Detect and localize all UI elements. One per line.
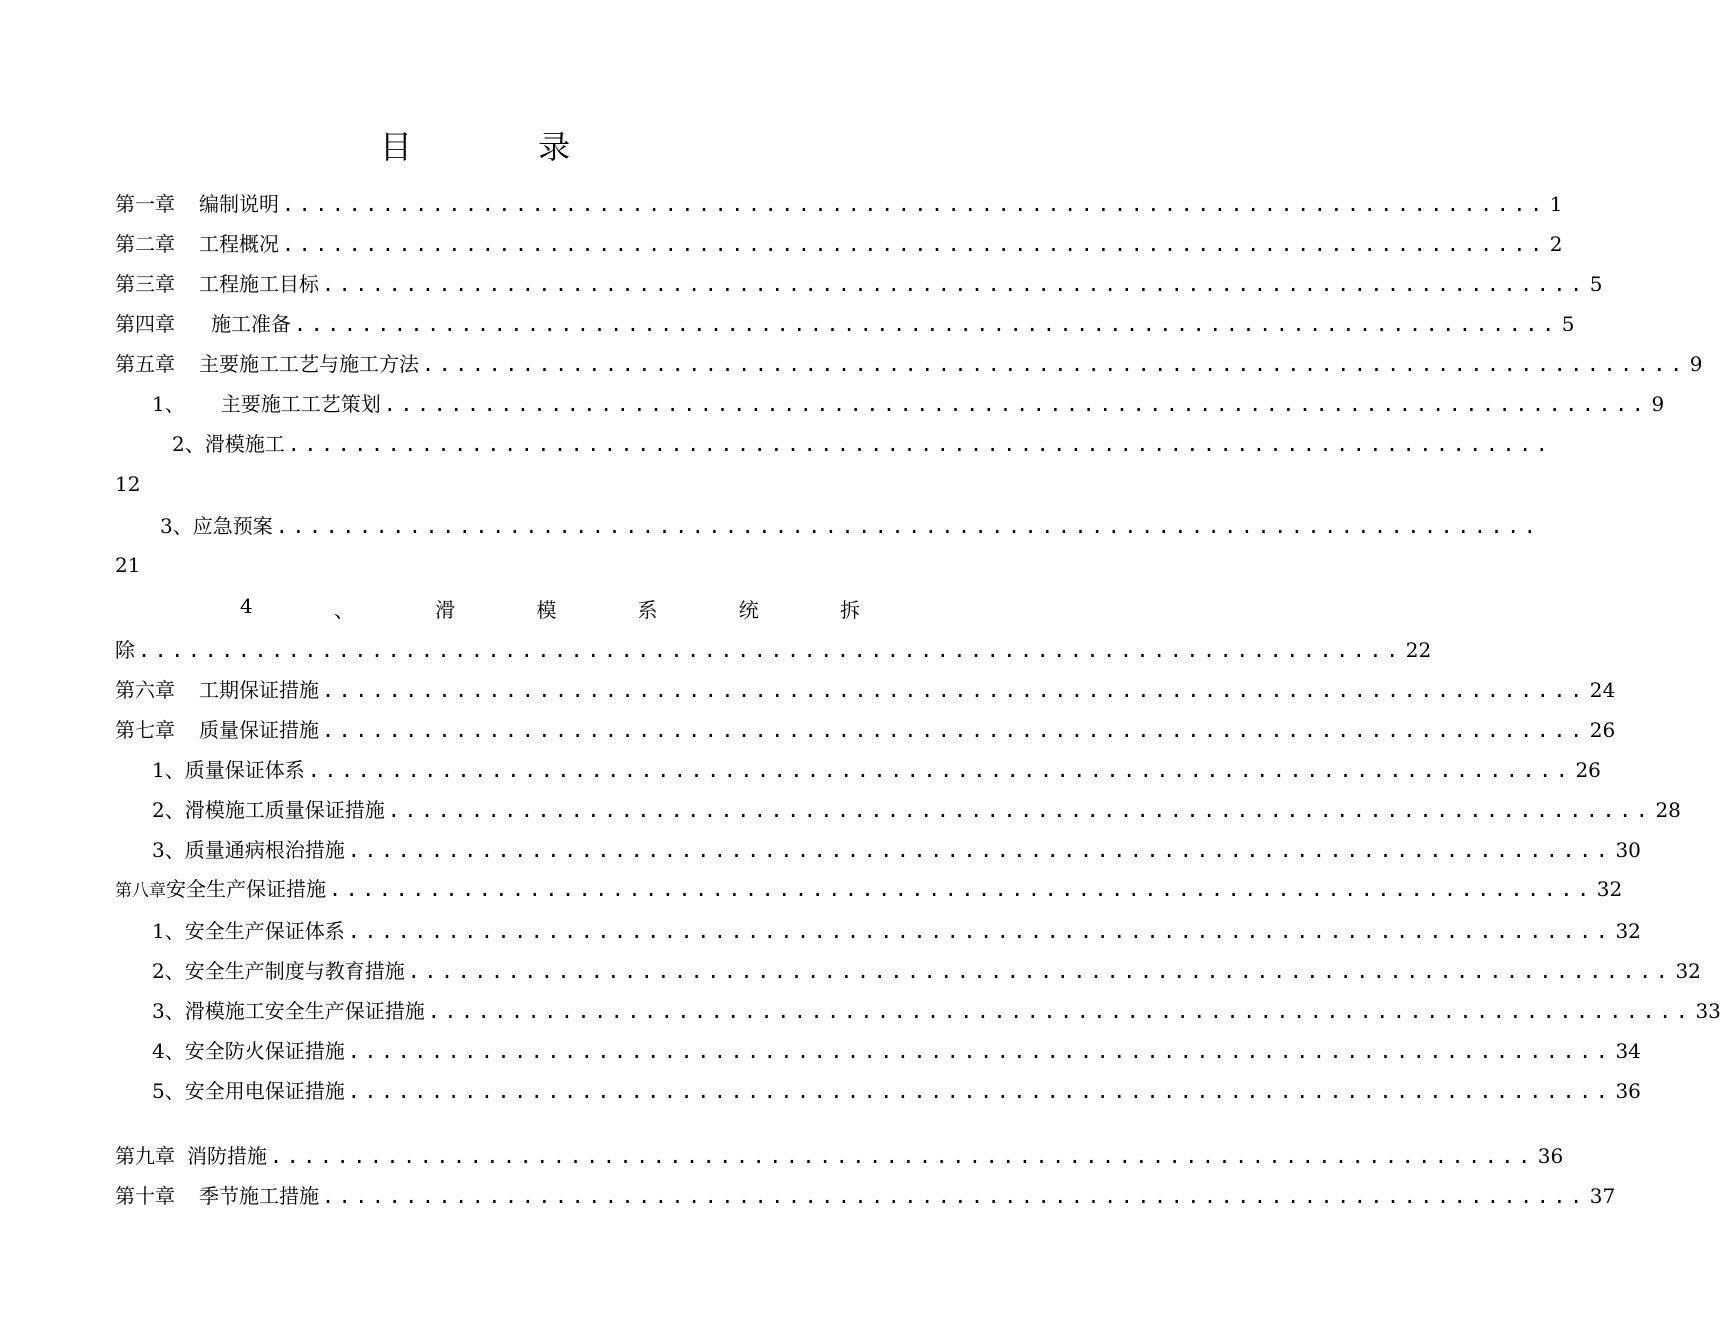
entry-char: 系	[637, 598, 658, 622]
dot-leader: ............................................................................	[347, 838, 1613, 862]
dot-leader: ............................................................................	[307, 758, 1573, 782]
entry-title: 2、滑模施工	[172, 432, 285, 456]
dot-leader: ............................................................................	[407, 959, 1673, 983]
chapter-label: 第八章	[115, 881, 166, 901]
toc-entry-justified	[240, 594, 860, 623]
dot-leader: ............................................................................	[387, 798, 1653, 822]
page-number: 5	[1561, 312, 1575, 336]
chapter-label: 第六章	[115, 678, 175, 702]
entry-title: 2、安全生产制度与教育措施	[152, 959, 405, 983]
entry-char: 拆	[839, 598, 860, 622]
page-number: 36	[1537, 1144, 1564, 1168]
page-number: 30	[1615, 838, 1641, 862]
entry-title: 1、安全生产保证体系	[152, 919, 345, 943]
entry-title: 4、安全防火保证措施	[152, 1039, 345, 1063]
entry-title: 主要施工工艺与施工方法	[199, 352, 419, 376]
page-number: 36	[1615, 1079, 1641, 1103]
dot-leader: ............................................................................	[422, 352, 1687, 376]
dot-leader: ............................................................................	[347, 1039, 1613, 1063]
entry-title: 施工准备	[211, 312, 291, 336]
page-number: 22	[1405, 638, 1432, 662]
page-number: 9	[1689, 352, 1703, 376]
page-number: 24	[1589, 678, 1616, 702]
dot-leader: ............................................................................	[282, 232, 1547, 256]
dot-leader: ............................................................................	[275, 514, 1541, 538]
toc-entry	[152, 754, 1601, 784]
page-number: 9	[1651, 392, 1665, 416]
toc-entry	[172, 428, 1553, 458]
toc-entry	[115, 1140, 1564, 1170]
entry-title: 工程概况	[199, 232, 279, 256]
chapter-label: 第五章	[115, 352, 175, 376]
toc-entry	[152, 388, 1665, 418]
entry-title: 安全生产保证措施	[166, 877, 326, 901]
toc-entry	[115, 873, 1623, 903]
entry-title: 工期保证措施	[199, 678, 319, 702]
dot-leader: ............................................................................	[287, 432, 1553, 456]
toc-entry	[152, 915, 1641, 945]
toc-entry	[115, 188, 1563, 218]
toc-entry	[115, 674, 1616, 704]
dot-leader: ............................................................................	[138, 638, 1403, 662]
toc-entry	[115, 228, 1563, 258]
dot-leader: ............................................................................	[322, 272, 1587, 296]
toc-entry	[152, 1035, 1641, 1065]
entry-char: 滑	[435, 598, 456, 622]
page-number: 34	[1615, 1039, 1641, 1063]
dot-leader: ............................................................................	[347, 1079, 1613, 1103]
entry-title: 2、滑模施工质量保证措施	[152, 798, 385, 822]
chapter-label: 第十章	[115, 1184, 175, 1208]
toc-entry	[115, 268, 1603, 298]
page-number: 32	[1615, 919, 1641, 943]
dot-leader: ............................................................................	[322, 678, 1587, 702]
toc-entry	[160, 510, 1541, 540]
page-number: 5	[1589, 272, 1603, 296]
dot-leader: ............................................................................	[282, 192, 1547, 216]
chapter-label: 第四章	[115, 312, 175, 336]
page-number: 21	[115, 553, 141, 577]
page-number: 1	[1549, 192, 1563, 216]
entry-char: 4	[240, 594, 253, 618]
section-label: 1、	[152, 392, 185, 416]
chapter-label: 第三章	[115, 272, 175, 296]
dot-leader: ............................................................................	[383, 392, 1649, 416]
page-number: 32	[1596, 877, 1623, 901]
toc-title: 目 录	[379, 128, 629, 166]
toc-entry	[115, 308, 1575, 338]
page-number: 26	[1589, 718, 1616, 742]
dot-leader: ............................................................................	[347, 919, 1613, 943]
toc-entry	[152, 834, 1641, 864]
entry-title: 季节施工措施	[199, 1184, 319, 1208]
entry-char: 、	[333, 598, 354, 622]
entry-title: 工程施工目标	[199, 272, 319, 296]
entry-title: 除	[115, 638, 135, 662]
dot-leader: ............................................................................	[322, 1184, 1587, 1208]
page-number: 33	[1695, 999, 1721, 1023]
toc-entry	[115, 348, 1703, 378]
toc-entry	[115, 634, 1432, 664]
entry-title: 3、应急预案	[160, 514, 273, 538]
toc-entry	[115, 714, 1616, 744]
entry-title: 1、质量保证体系	[152, 758, 305, 782]
page-number: 37	[1589, 1184, 1616, 1208]
chapter-label: 第一章	[115, 192, 175, 216]
chapter-label: 第七章	[115, 718, 175, 742]
page-number: 32	[1675, 959, 1701, 983]
entry-title: 3、滑模施工安全生产保证措施	[152, 999, 425, 1023]
entry-title: 质量保证措施	[199, 718, 319, 742]
page-number: 2	[1549, 232, 1563, 256]
dot-leader: ............................................................................	[270, 1144, 1535, 1168]
dot-leader: ............................................................................	[329, 877, 1594, 901]
entry-title: 主要施工工艺策划	[220, 392, 381, 416]
toc-entry	[152, 995, 1721, 1025]
dot-leader: ............................................................................	[427, 999, 1693, 1023]
entry-char: 模	[536, 598, 557, 622]
page-number: 12	[115, 472, 141, 496]
page-number: 28	[1655, 798, 1681, 822]
toc-entry	[152, 955, 1701, 985]
entry-char: 统	[738, 598, 759, 622]
page-number: 26	[1575, 758, 1601, 782]
chapter-label: 第二章	[115, 232, 175, 256]
toc-entry	[152, 1075, 1641, 1105]
entry-title: 3、质量通病根治措施	[152, 838, 345, 862]
entry-title: 编制说明	[199, 192, 279, 216]
entry-title: 消防措施	[187, 1144, 267, 1168]
toc-entry	[115, 1180, 1616, 1210]
chapter-label: 第九章	[115, 1144, 175, 1168]
dot-leader: ............................................................................	[322, 718, 1587, 742]
dot-leader: ............................................................................	[294, 312, 1559, 336]
entry-title: 5、安全用电保证措施	[152, 1079, 345, 1103]
toc-entry	[152, 794, 1681, 824]
